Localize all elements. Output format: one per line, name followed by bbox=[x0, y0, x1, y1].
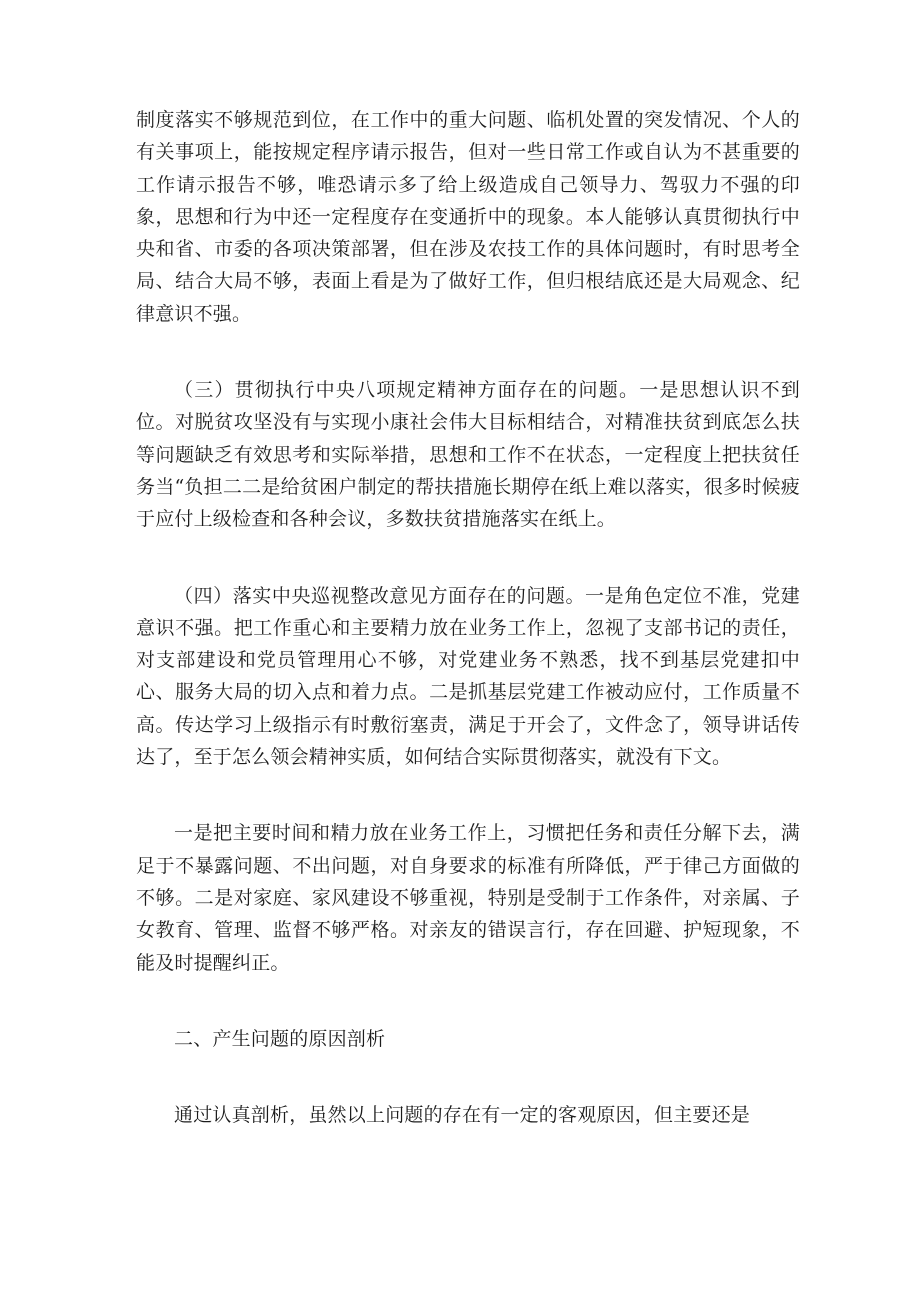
section-heading-cause-analysis: 二、产生问题的原因剖析 bbox=[174, 1027, 386, 1050]
paragraph-self-discipline: 一是把主要时间和精力放在业务工作上，习惯把任务和责任分解下去，满足于不暴露问题、不出问题，对自身要求的标准有所降低，严于律己方面做的不够。二是对家庭、家风建设不够重视，特别是受制于工作条件，对亲属、子女教育、管理、监督不够严格。对亲友的错误言行，存在回避、护短现象，不能及时提醒纠正。 bbox=[136, 822, 800, 974]
paragraph-discipline: 制度落实不够规范到位，在工作中的重大问题、临机处置的突发情况、个人的有关事项上，能按规定程序请示报告，但对一些日常工作或自认为不甚重要的工作请示报告不够，唯恐请示多了给上级造成自己领导力、驾驭力不强的印象，思想和行为中还一定程度存在变通折中的现象。本人能够认真贯彻执行中央和省、市委的各项决策部署，但在涉及农技工作的具体问题时，有时思考全局、结合大局不够，表面上看是为了做好工作，但归根结底还是大局观念、纪律意识不强。 bbox=[136, 109, 800, 325]
paragraph-section-four: （四）落实中央巡视整改意见方面存在的问题。一是角色定位不准，党建意识不强。把工作重心和主要精力放在业务工作上，忽视了支部书记的责任，对支部建设和党员管理用心不够，对党建业务不熟悉，找不到基层党建扣中心、服务大局的切入点和着力点。二是抓基层党建工作被动应付，工作质量不高。传达学习上级指示有时敷衍塞责，满足于开会了，文件念了，领导讲话传达了，至于怎么领会精神实质，如何结合实际贯彻落实，就没有下文。 bbox=[136, 584, 800, 769]
paragraph-section-three: （三）贯彻执行中央八项规定精神方面存在的问题。一是思想认识不到位。对脱贫攻坚没有与实现小康社会伟大目标相结合，对精准扶贫到底怎么扶等问题缺乏有效思考和实际举措，思想和工作不在状态，一定程度上把扶贫任务当“负担二二是给贫困户制定的帮扶措施长期停在纸上难以落实，很多时候疲于应付上级检查和各种会议，多数扶贫措施落实在纸上。 bbox=[136, 379, 800, 531]
paragraph-analysis-intro: 通过认真剖析，虽然以上问题的存在有一定的客观原因，但主要还是 bbox=[174, 1104, 751, 1127]
